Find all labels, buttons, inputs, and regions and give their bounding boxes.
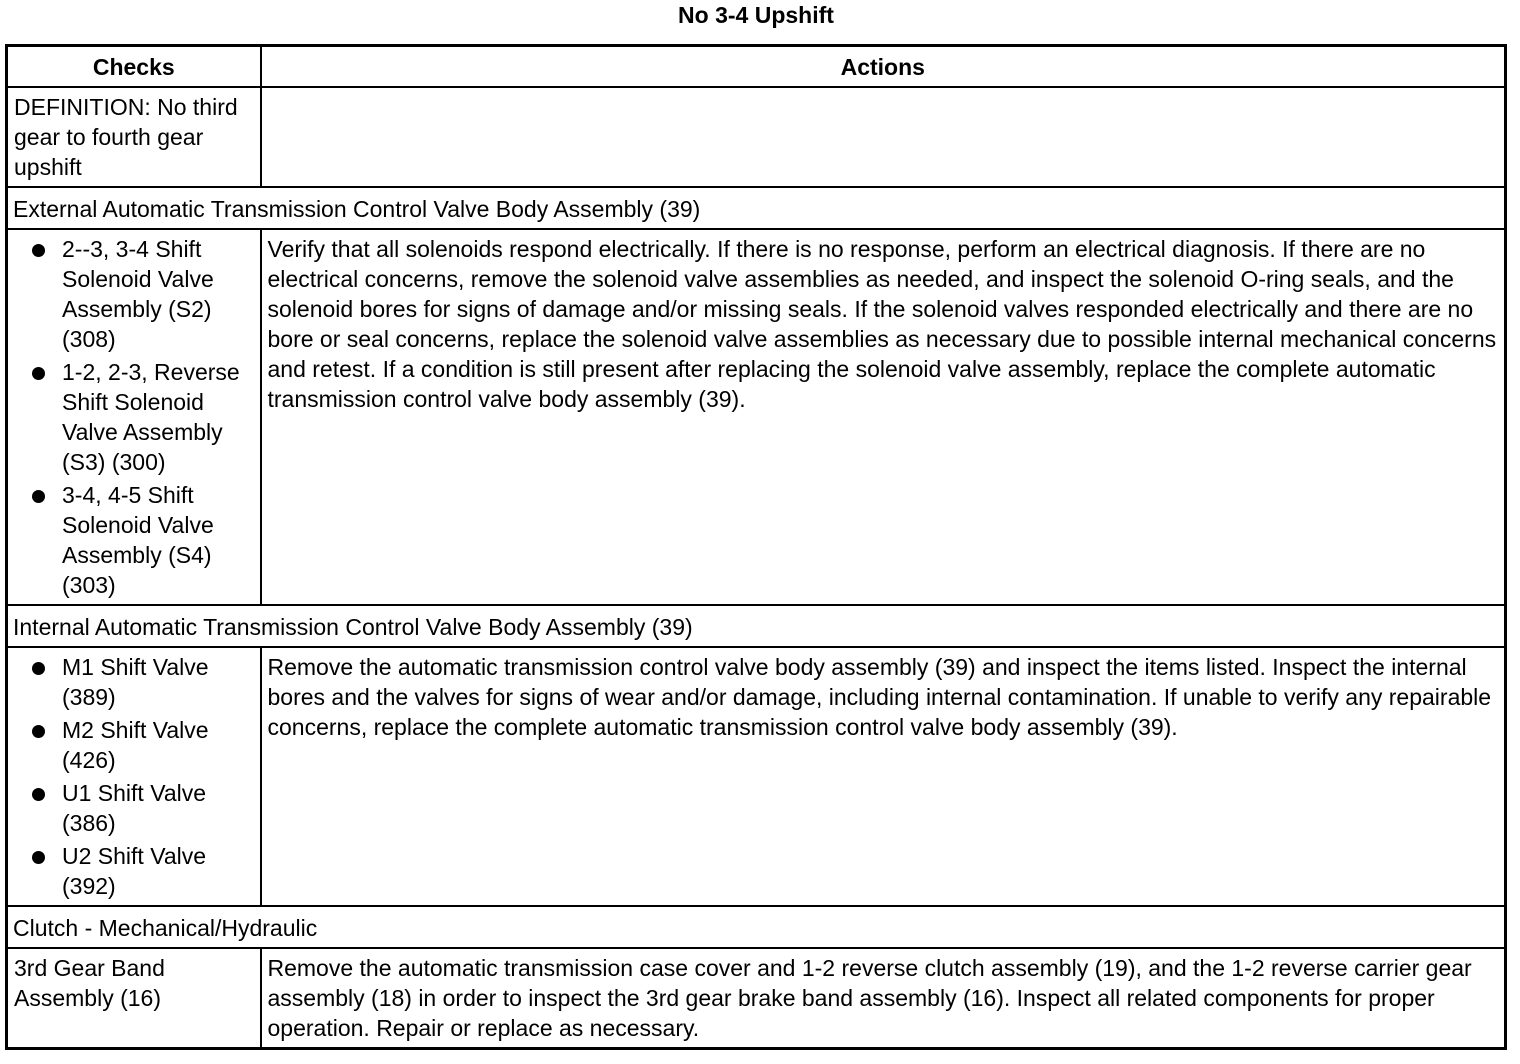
table-row <box>7 229 1506 605</box>
bullet-icon <box>32 244 45 257</box>
action-cell: Verify that all solenoids respond electrically. If there is no response, perform an electrical diagnosis. If there are no electrical concerns, remove the solenoid valve assemblies as needed, and inspect the solenoid O-ring seals, and the solenoid bores for signs of damage and/or missing seals. If the solenoid valves responded electrically and there are no bore or seal concerns, replace the solenoid valve assemblies as necessary due to possible internal mechanical concerns and retest. If a condition is still present after replacing the solenoid valve assembly, replace the complete automatic transmission control valve body assembly (39). <box>261 229 1506 605</box>
bullet-icon <box>32 367 45 380</box>
bullet-icon <box>32 788 45 801</box>
definition-cell: DEFINITION: No third gear to fourth gear upshift <box>7 87 261 187</box>
definition-row <box>7 87 1506 187</box>
list-item <box>14 778 256 838</box>
table-row <box>7 948 1506 1049</box>
bullet-icon <box>32 851 45 864</box>
page-title: No 3-4 Upshift <box>678 2 834 28</box>
actions-column-header: Actions <box>261 46 1506 88</box>
checks-cell <box>7 647 261 906</box>
check-item-text: M1 Shift Valve (389) <box>62 654 209 710</box>
check-item-text: M2 Shift Valve (426) <box>62 717 209 773</box>
check-item-text: 2--3, 3-4 Shift Solenoid Valve Assembly (S2) (308) <box>62 236 214 352</box>
definition-action-cell <box>261 87 1506 187</box>
action-cell: Remove the automatic transmission case cover and 1-2 reverse clutch assembly (19), and the 1-2 reverse carrier gear assembly (18) in order to inspect the 3rd gear brake band assembly (16). Inspect all related components for proper operation. Repair or replace as necessary. <box>261 948 1506 1049</box>
checks-list <box>14 652 256 901</box>
checks-column-header: Checks <box>7 46 261 88</box>
bullet-icon <box>32 725 45 738</box>
section-heading-external-valve-body: External Automatic Transmission Control Valve Body Assembly (39) <box>7 187 1506 229</box>
header-row <box>7 46 1506 88</box>
section-heading-row <box>7 906 1506 948</box>
section-heading-row <box>7 187 1506 229</box>
table-row <box>7 647 1506 906</box>
checks-list <box>14 234 256 600</box>
bullet-icon <box>32 662 45 675</box>
check-item-text: U2 Shift Valve (392) <box>62 843 207 899</box>
list-item <box>14 715 256 775</box>
section-heading-clutch: Clutch - Mechanical/Hydraulic <box>7 906 1506 948</box>
checks-cell <box>7 229 261 605</box>
list-item <box>14 234 256 354</box>
diagnostic-table <box>5 44 1507 1050</box>
section-heading-row <box>7 605 1506 647</box>
list-item <box>14 480 256 600</box>
section-heading-internal-valve-body: Internal Automatic Transmission Control Valve Body Assembly (39) <box>7 605 1506 647</box>
bullet-icon <box>32 490 45 503</box>
check-item-text: 3-4, 4-5 Shift Solenoid Valve Assembly (S4) (303) <box>62 482 214 598</box>
action-cell: Remove the automatic transmission control valve body assembly (39) and inspect the items listed. Inspect the internal bores and the valves for signs of wear and/or damage, including internal contamination. If unable to verify any repairable concerns, replace the complete automatic transmission control valve body assembly (39). <box>261 647 1506 906</box>
check-item-text: U1 Shift Valve (386) <box>62 780 207 836</box>
check-item-text: 1-2, 2-3, Reverse Shift Solenoid Valve Assembly (S3) (300) <box>62 359 240 475</box>
checks-cell: 3rd Gear Band Assembly (16) <box>7 948 261 1049</box>
list-item <box>14 841 256 901</box>
list-item <box>14 357 256 477</box>
list-item <box>14 652 256 712</box>
